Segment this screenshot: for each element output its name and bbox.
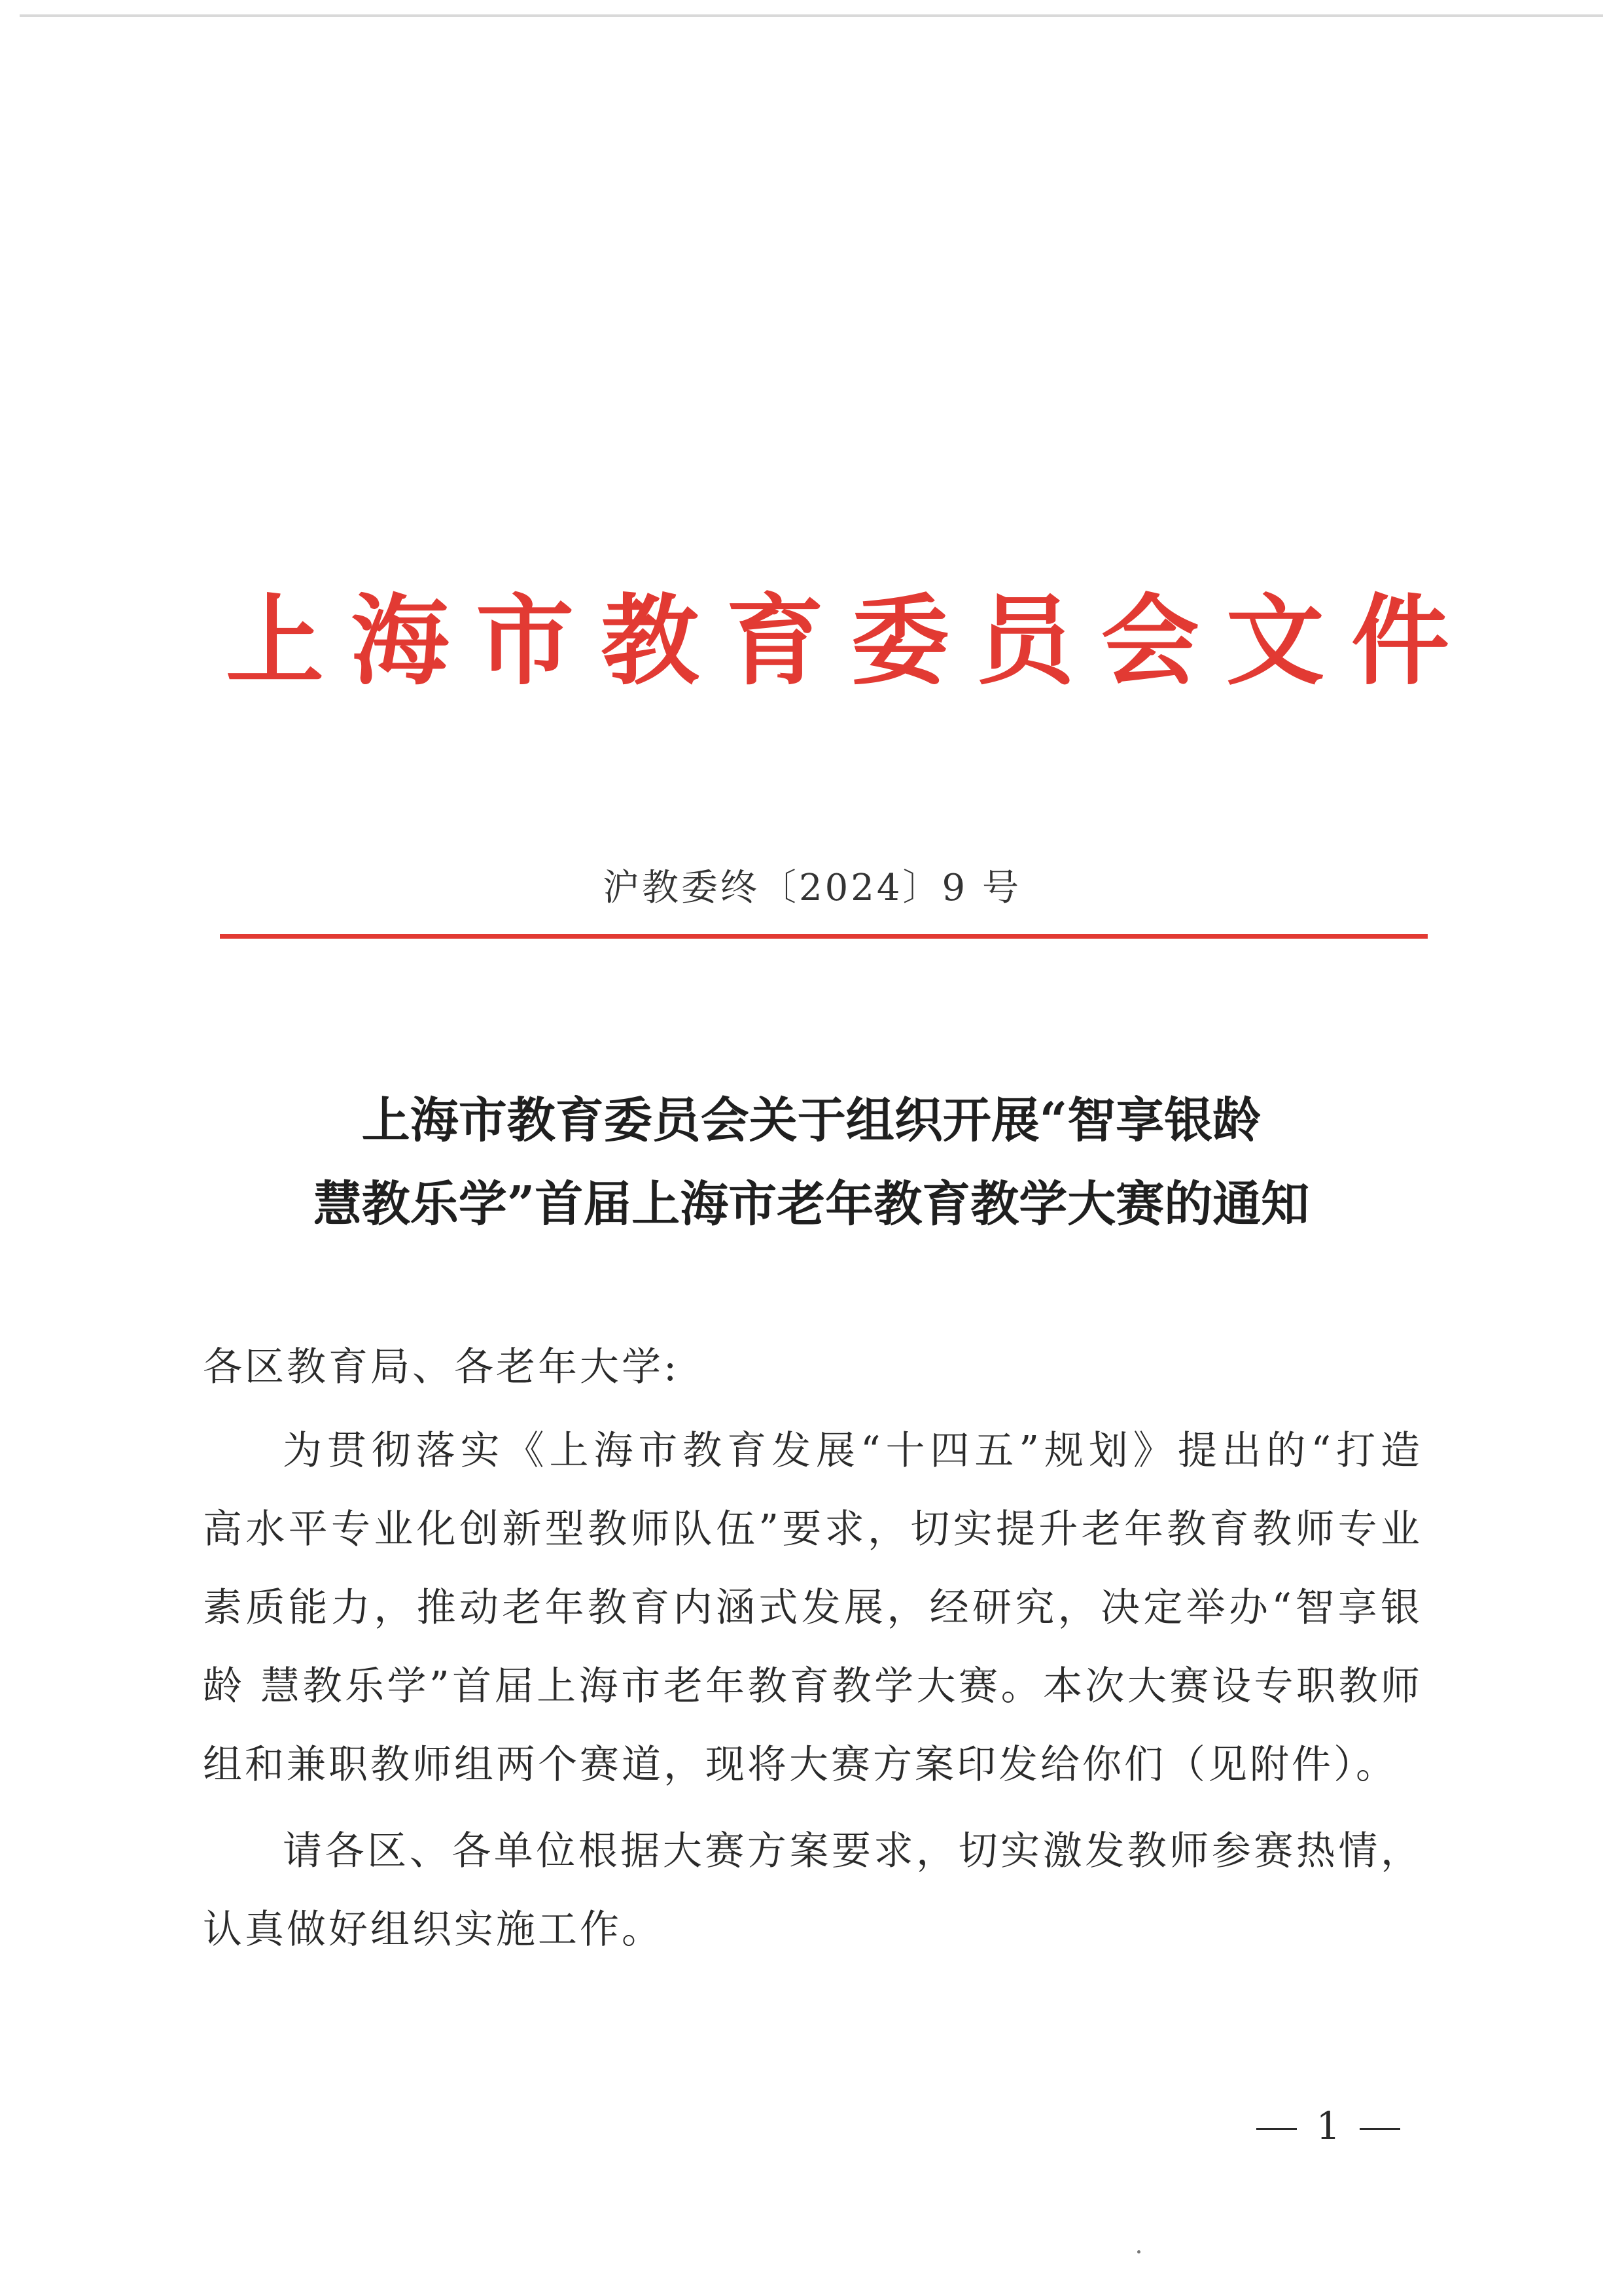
page-number-dash-left <box>1256 2128 1297 2130</box>
document-number: 沪教委终〔2024〕9 号 <box>603 867 1021 909</box>
red-separator-rule <box>220 934 1428 939</box>
masthead-char: 教 <box>601 583 699 699</box>
masthead-char: 会 <box>1101 583 1199 699</box>
document-title-line-2: 慧教乐学”首届上海市老年教育教学大赛的通知 <box>313 1176 1310 1232</box>
masthead-char: 员 <box>976 583 1074 699</box>
scan-edge-line <box>20 14 1603 17</box>
masthead-char: 件 <box>1350 583 1449 699</box>
page-number-value: 1 <box>1316 2104 1341 2148</box>
page-number <box>1230 2100 1426 2152</box>
masthead-char: 委 <box>851 583 949 699</box>
body-line: 组和兼职教师组两个赛道，现将大赛方案印发给你们（见附件）。 <box>203 1742 1398 1788</box>
masthead-char: 海 <box>351 583 450 699</box>
salutation: 各区教育局、各老年大学: <box>203 1344 680 1390</box>
body-line: 为贯彻落实《上海市教育发展“十四五”规划》提出的“打造 <box>283 1428 1420 1474</box>
masthead-char: 文 <box>1226 583 1324 699</box>
document-masthead <box>222 569 1453 713</box>
body-line: 龄 慧教乐学”首届上海市老年教育教学大赛。本次大赛设专职教师 <box>203 1663 1420 1709</box>
body-line: 素质能力，推动老年教育内涵式发展，经研究，决定举办“智享银 <box>203 1585 1420 1631</box>
masthead-char: 市 <box>476 583 574 699</box>
masthead-char: 育 <box>726 583 824 699</box>
body-line: 请各区、各单位根据大赛方案要求，切实激发教师参赛热情， <box>283 1828 1420 1874</box>
document-title-line-1: 上海市教育委员会关于组织开展“智享银龄 <box>361 1092 1262 1149</box>
scan-speck <box>1137 2250 1140 2253</box>
body-line: 高水平专业化创新型教师队伍”要求，切实提升老年教育教师专业 <box>203 1506 1420 1552</box>
body-line: 认真做好组织实施工作。 <box>203 1907 663 1953</box>
masthead-char: 上 <box>225 583 324 699</box>
page-number-dash-right <box>1360 2128 1400 2130</box>
